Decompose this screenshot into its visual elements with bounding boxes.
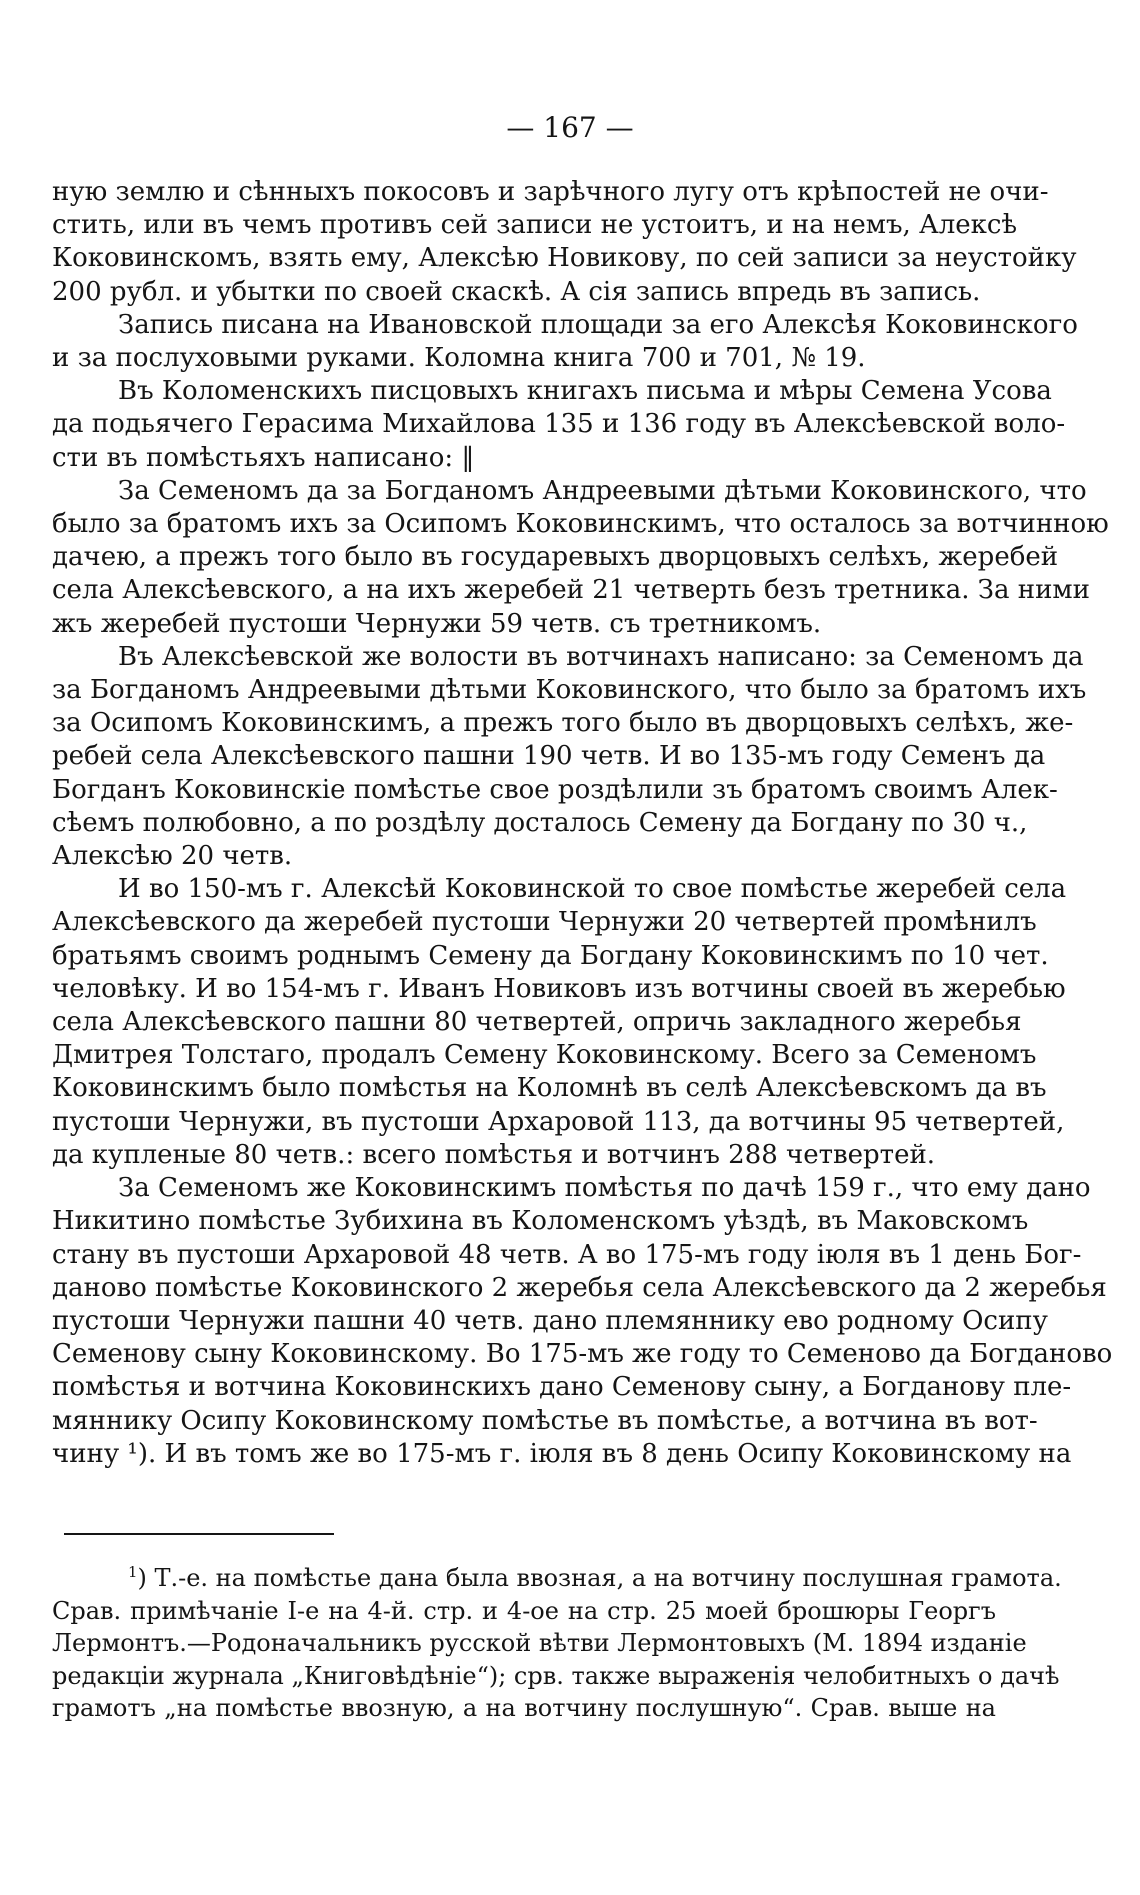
text-line: Никитино помѣстье Зубихина въ Коломенскомъ уѣздѣ, въ Маковскомъ bbox=[52, 1206, 1029, 1237]
text-line: чину ¹). И въ томъ же во 175-мъ г. іюля въ 8 день Осипу Коковинскому на bbox=[52, 1438, 1072, 1469]
paragraph-7 bbox=[52, 1172, 1113, 1471]
text-line: сти въ помѣстьяхъ написано: ‖ bbox=[52, 442, 475, 473]
text-line: пустоши Чернужи, въ пустоши Архаровой 113, да вотчины 95 четвертей, bbox=[52, 1106, 1065, 1137]
text-line: за Богданомъ Андреевыми дѣтьми Коковинского, что было за братомъ ихъ bbox=[52, 675, 1087, 706]
text-line: сѣемъ полюбовно, а по роздѣлу досталось Семену да Богдану по 30 ч., bbox=[52, 807, 1028, 838]
footnote-line: Лермонтъ.—Родоначальникъ русской вѣтви Лермонтовыхъ (М. 1894 изданіе bbox=[52, 1629, 1027, 1657]
text-line: стану въ пустоши Архаровой 48 четв. А во 175-мъ году іюля въ 1 день Бог- bbox=[52, 1239, 1082, 1270]
text-line: человѣку. И во 154-мъ г. Иванъ Новиковъ изъ вотчины своей въ жеребью bbox=[52, 973, 1066, 1004]
text-line: села Алексѣевского пашни 80 четвертей, опричь закладного жеребья bbox=[52, 1007, 1022, 1038]
text-line: помѣстья и вотчина Коковинскихъ дано Семенову сыну, а Богданову пле- bbox=[52, 1372, 1072, 1403]
text-line: И во 150-мъ г. Алексѣй Коковинской то свое помѣстье жеребей села bbox=[118, 874, 1067, 905]
paragraph-6 bbox=[52, 873, 1067, 1172]
text-line: Коковинскимъ было помѣстья на Коломнѣ въ селѣ Алексѣевскомъ да въ bbox=[52, 1073, 1047, 1104]
text-line: Богданъ Коковинскіе помѣстье свое роздѣлили зъ братомъ своимъ Алек- bbox=[52, 774, 1058, 805]
text-line: Въ Коломенскихъ писцовыхъ книгахъ письма и мѣры Семена Усова bbox=[118, 376, 1052, 407]
footnote bbox=[52, 1562, 1062, 1725]
text-line: Семенову сыну Коковинскому. Во 175-мъ же году то Семеново да Богданово bbox=[52, 1339, 1113, 1370]
footnote-line bbox=[52, 1562, 1062, 1595]
page-number: — 167 — bbox=[506, 111, 634, 144]
footnote-divider bbox=[64, 1533, 334, 1535]
text-line: было за братомъ ихъ за Осипомъ Коковинскимъ, что осталось за вотчинною bbox=[52, 509, 1109, 540]
text-line: ную землю и сѣнныхъ покосовъ и зарѣчного лугу отъ крѣпостей не очи- bbox=[52, 177, 1049, 207]
footnote-line: грамотъ „на помѣстье ввозную, а на вотчину послушную“. Срав. выше на bbox=[52, 1694, 996, 1722]
text-line: За Семеномъ да за Богданомъ Андреевыми дѣтьми Коковинского, что bbox=[118, 475, 1087, 506]
text-line: жъ жеребей пустоши Чернужи 59 четв. съ третникомъ. bbox=[52, 608, 822, 639]
text-line: Коковинскомъ, взять ему, Алексѣю Новикову, по сей записи за неустойку bbox=[52, 243, 1077, 274]
text-line: стить, или въ чемъ противъ сей записи не устоитъ, и на немъ, Алексѣ bbox=[52, 210, 1018, 241]
main-text bbox=[52, 176, 1113, 1471]
text-line: За Семеномъ же Коковинскимъ помѣстья по дачѣ 159 г., что ему дано bbox=[118, 1173, 1091, 1204]
paragraph-2 bbox=[52, 309, 1078, 375]
text-line: за Осипомъ Коковинскимъ, а прежъ того было въ дворцовыхъ селѣхъ, же- bbox=[52, 708, 1074, 739]
text-line: братьямъ своимъ роднымъ Семену да Богдану Коковинскимъ по 10 чет. bbox=[52, 940, 1049, 971]
text-line: мяннику Осипу Коковинскому помѣстье въ помѣстье, а вотчина въ вот- bbox=[52, 1405, 1038, 1436]
text-line: ребей села Алексѣевского пашни 190 четв. И во 135-мъ году Семенъ да bbox=[52, 741, 1046, 772]
paragraph-3 bbox=[52, 375, 1066, 475]
text-line: даново помѣстье Коковинского 2 жеребья села Алексѣевского да 2 жеребья bbox=[52, 1272, 1107, 1303]
text-line: Запись писана на Ивановской площади за его Алексѣя Коковинского bbox=[118, 309, 1078, 340]
text-line: да подьячего Герасима Михайлова 135 и 136 году въ Алексѣевской воло- bbox=[52, 409, 1066, 440]
paragraph-4 bbox=[52, 475, 1109, 641]
text-line: села Алексѣевского, а на ихъ жеребей 21 четверть безъ третника. За ними bbox=[52, 575, 1090, 606]
text-line: пустоши Чернужи пашни 40 четв. дано племяннику ево родному Осипу bbox=[52, 1305, 1048, 1336]
text-line: да купленые 80 четв.: всего помѣстья и вотчинъ 288 четвертей. bbox=[52, 1139, 936, 1170]
paragraph-5 bbox=[52, 641, 1087, 873]
text-line: Въ Алексѣевской же волости въ вотчинахъ написано: за Семеномъ да bbox=[118, 641, 1084, 672]
text-line: Дмитрея Толстаго, продалъ Семену Коковинскому. Всего за Семеномъ bbox=[52, 1040, 1037, 1071]
text-line: дачею, а прежъ того было въ государевыхъ дворцовыхъ селѣхъ, жеребей bbox=[52, 542, 1059, 573]
text-line: и за послуховыми руками. Коломна книга 700 и 701, № 19. bbox=[52, 343, 866, 374]
paragraph-1 bbox=[52, 176, 1077, 309]
footnote-line: Срав. примѣчаніе I-е на 4-й. стр. и 4-ое на стр. 25 моей брошюры Георгъ bbox=[52, 1596, 996, 1625]
footnote-line: редакціи журнала „Книговѣдѣніе“); срв. также выраженія челобитныхъ о дачѣ bbox=[52, 1661, 1060, 1690]
text-line: Алексѣевского да жеребей пустоши Чернужи 20 четвертей промѣнилъ bbox=[52, 907, 1037, 938]
text-line: Алексѣю 20 четв. bbox=[52, 841, 293, 872]
footnote-marker: 1 bbox=[128, 1563, 138, 1582]
text-line: 200 рубл. и убытки по своей скаскѣ. А сія запись впредь въ запись. bbox=[52, 276, 981, 307]
footnote-line-text: ) Т.-е. на помѣстье дана была ввозная, а на вотчину послушная грамота. bbox=[137, 1564, 1062, 1592]
